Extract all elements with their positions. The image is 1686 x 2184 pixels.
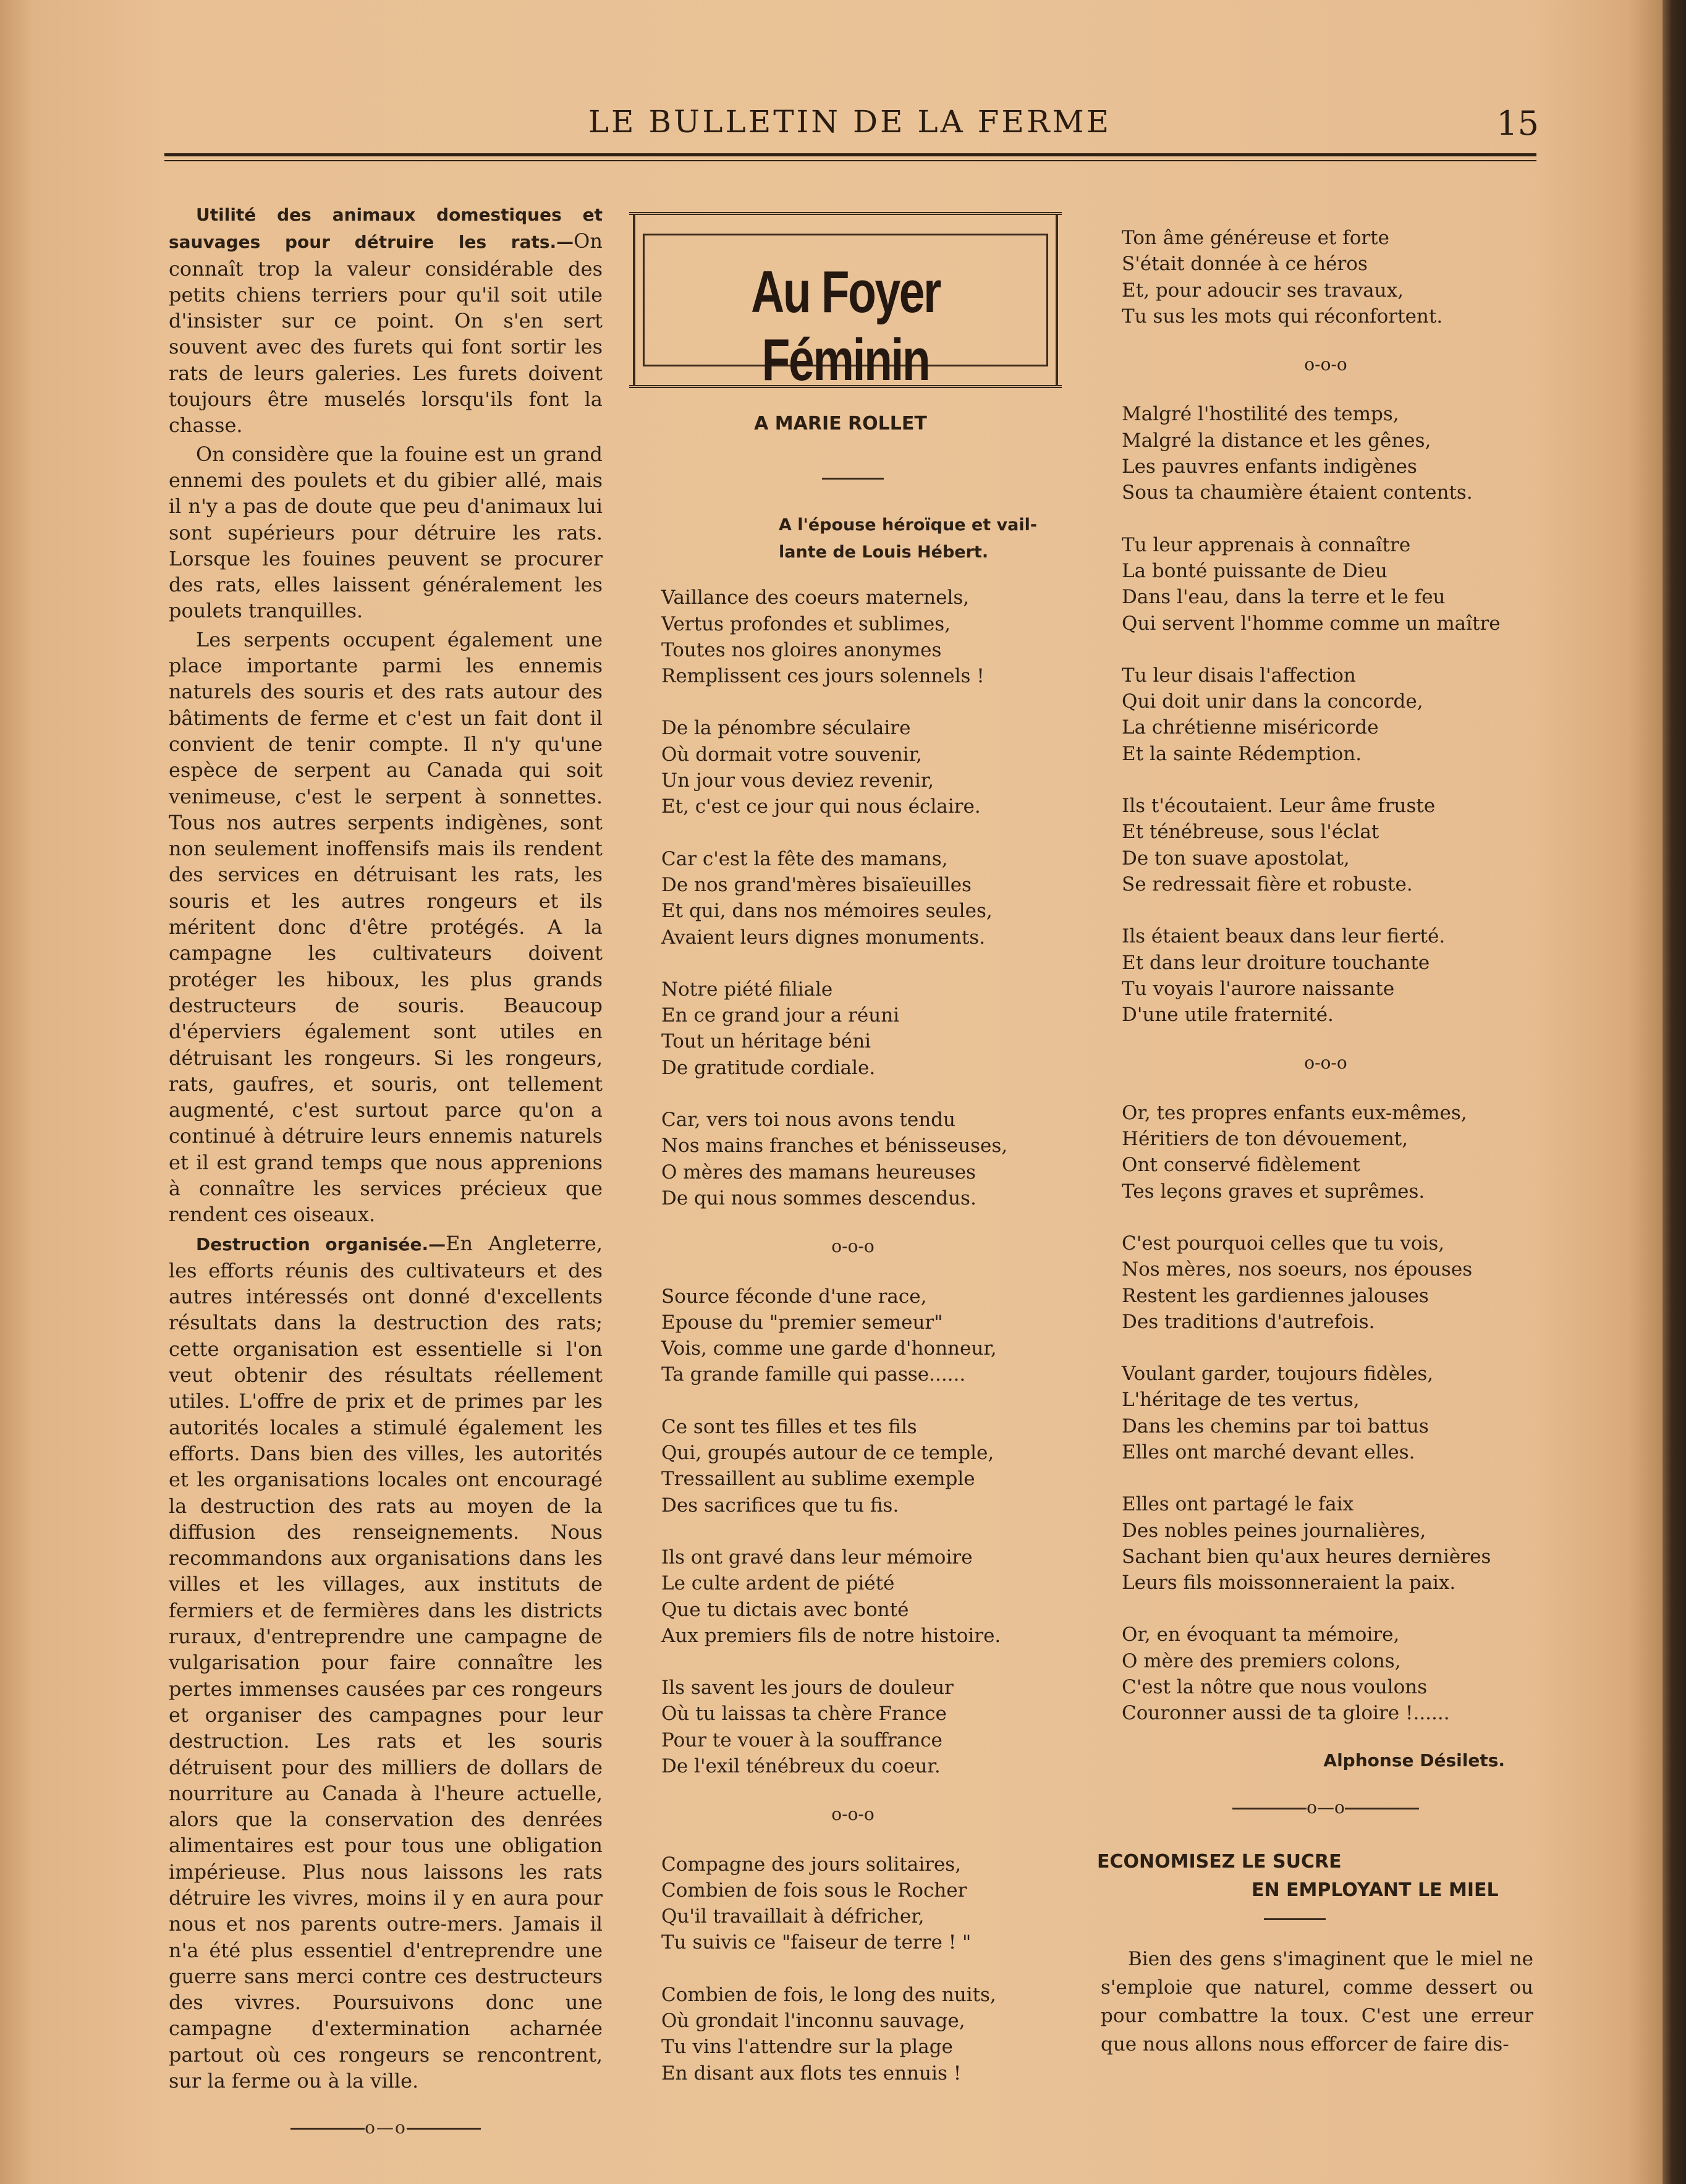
poem-line: Ils étaient beaux dans leur fierté.	[1122, 925, 1446, 948]
poem-line: En ce grand jour a réuni	[661, 1004, 900, 1027]
poem-line: Malgré la distance et les gênes,	[1122, 429, 1431, 452]
poem-line: Où dormait votre souvenir,	[661, 743, 922, 766]
poem-line: Elles ont partagé le faix	[1122, 1493, 1354, 1516]
poem-line: En disant aux flots tes ennuis !	[661, 2062, 962, 2085]
poem-line: Des sacrifices que tu fis.	[661, 1494, 899, 1517]
paragraph-text: En Angleterre, les efforts réunis des cultivateurs et des autres intéressés ont donné d'excellents résultats dans la destruction des rats; cette organisation est essentielle si l'on veut obtenir des résultats réellement utiles. L'offre de prix et de primes par les autorités locales a stimulé également les efforts. Dans bien des villes, les autorités et les organisations locales ont encouragé la destruction des rats au moyen de la diffusion des renseignements. Nous recommandons aux organisations dans les villes et les villages, aux instituts de fermiers et de fermières dans les districts ruraux, d'entreprendre une campagne de vulgarisation pour faire connaître les pertes immenses causées par ces rongeurs et organiser des campagnes pour leur destruction. Les rats et les souris détruisent pour des milliers de dollars de nourriture au Canada à l'heure actuelle, alors que la conservation des denrées alimentaires est pour tous une obligation impérieuse. Plus nous laissons les rats détruire les vivres, moins il y en aura pour nous et nos parents outre-mers. Jamais il n'a été plus essentiel d'entreprendre une guerre sans merci contre ces destructeurs des vivres. Poursuivons donc une campagne d'extermination acharnée partout où ces rongeurs se rencontrent, sur la ferme ou à la ville.	[169, 1231, 603, 2093]
poem-line: Malgré l'hostilité des temps,	[1122, 403, 1399, 426]
poem-stanza	[1122, 1361, 1530, 1465]
title-rule	[822, 478, 884, 480]
poem-stanza	[661, 1284, 1044, 1388]
poem-stanza	[661, 585, 1044, 689]
poem-line: De qui nous sommes descendus.	[661, 1187, 976, 1209]
section-banner	[629, 212, 1062, 393]
poem-line: Sachant bien qu'aux heures dernières	[1122, 1545, 1491, 1568]
poem-line: Dans l'eau, dans la terre et le feu	[1122, 586, 1446, 609]
poem-line: Et qui, dans nos mémoires seules,	[661, 900, 993, 923]
poem-line: Qu'il travaillait à défricher,	[661, 1905, 925, 1928]
poem-line: Et dans leur droiture touchante	[1122, 951, 1430, 974]
poem-stanza	[1122, 1622, 1530, 1726]
stanza-divider: o-o-o	[1304, 354, 1347, 375]
publication-title: LE BULLETIN DE LA FERME	[588, 104, 1112, 140]
poem-line: Que tu dictais avec bonté	[661, 1598, 909, 1621]
header-rule	[164, 153, 1536, 161]
poem-line: Ce sont tes filles et tes fils	[661, 1415, 917, 1438]
poem-stanza	[661, 976, 1044, 1081]
paragraph	[169, 441, 603, 624]
paragraph-text: Bien des gens s'imaginent que le miel ne s'emploie que naturel, comme dessert ou pour combattre la toux. C'est une erreur que nous allons nous efforcer de faire dis-	[1101, 1948, 1533, 2056]
paragraph-text: Les serpents occupent également une place importante parmi les ennemis naturels des souris et des rats autour des bâtiments de ferme et c'est un fait dont il convient de tenir compte. Il n'y qu'une espèce de serpent au Canada qui soit venimeuse, c'est le serpent à sonnettes. Tous nos autres serpents indigènes, sont non seulement inoffensifs mais ils rendent des services en détruisant les rats, les souris et les autres rongeurs et ils méritent donc d'être protégés. A la campagne les cultivateurs doivent protéger les hiboux, les plus grands destructeurs de souris. Beaucoup d'éperviers également sont utiles en détruisant les rongeurs. Si les rongeurs, rats, gaufres, et souris, ont tellement augmenté, c'est surtout parce qu'on a continué à détruire leurs ennemis naturels et il est grand temps que nous apprenions à connaître les services précieux que rendent ces oiseaux.	[169, 627, 603, 1227]
poem-line: Notre piété filiale	[661, 978, 833, 1001]
poem-line: Compagne des jours solitaires,	[661, 1853, 962, 1876]
poem-line: Epouse du "premier semeur"	[661, 1311, 943, 1334]
poem-line: Qui doit unir dans la concorde,	[1122, 690, 1423, 713]
poem-line: S'était donnée à ce héros	[1122, 253, 1368, 276]
paragraph-text: On considère que la fouine est un grand ennemi des poulets et du gibier allé, mais il n'y a pas de doute que peu d'animaux lui sont supérieurs pour détruire les rats. Lorsque les fouines peuvent se procurer des rats, elles laissent généralement les poulets tranquilles.	[169, 442, 603, 623]
poem-line: De l'exil ténébreux du coeur.	[661, 1754, 941, 1777]
paragraph-text: On connaît trop la valeur considérable des petits chiens terriers pour qu'il soit utile d'insister sur ce point. On s'en sert souvent avec des furets qui font sortir les rats de leurs galeries. Les furets doivent toujours être muselés lorsqu'ils font la chasse.	[169, 229, 603, 438]
poem-column	[661, 411, 1044, 2112]
poem-line: Toutes nos gloires anonymes	[661, 638, 942, 661]
poem-line: Se redressait fière et robuste.	[1122, 873, 1413, 895]
poem-line: Ont conservé fidèlement	[1122, 1154, 1360, 1177]
poem-stanzas-middle	[661, 585, 1044, 2086]
poem-line: Vaillance des coeurs maternels,	[661, 586, 970, 609]
poem-line: Ils ont gravé dans leur mémoire	[661, 1546, 973, 1568]
poem-stanza	[1122, 793, 1530, 897]
poem-line: Héritiers de ton dévouement,	[1122, 1128, 1409, 1151]
poem-line: Combien de fois sous le Rocher	[661, 1879, 967, 1902]
poem-line: Avaient leurs dignes monuments.	[661, 926, 986, 949]
poem-line: Qui, groupés autour de ce temple,	[661, 1442, 994, 1465]
poem-stanzas-right	[1122, 225, 1530, 1727]
poem-line: Les pauvres enfants indigènes	[1122, 455, 1417, 478]
poem-line: Des nobles peines journalières,	[1122, 1519, 1426, 1542]
poem-line: Dans les chemins par toi battus	[1122, 1415, 1429, 1437]
poem-line: Tout un héritage béni	[661, 1030, 871, 1053]
poem-line: Remplissent ces jours solennels !	[661, 665, 985, 688]
poem-line: Restent les gardiennes jalouses	[1122, 1284, 1429, 1307]
section-separator: o—o	[169, 2115, 603, 2141]
poem-line: Elles ont marché devant elles.	[1122, 1441, 1415, 1463]
poem-line: C'est la nôtre que nous voulons	[1122, 1676, 1428, 1699]
poem-stanza	[1122, 662, 1530, 767]
poem-line: Ils savent les jours de douleur	[661, 1677, 954, 1699]
poem-stanza	[661, 1852, 1044, 1956]
poem-line: De nos grand'mères bisaïeuilles	[661, 873, 972, 896]
poem-line: Des traditions d'autrefois.	[1122, 1310, 1375, 1333]
title-rule	[1264, 1918, 1326, 1920]
paragraph-lead: Utilité des animaux domestiques et sauvages pour détruire les rats.—	[169, 205, 603, 253]
poem-line: Où grondait l'inconnu sauvage,	[661, 2010, 965, 2033]
paragraph-lead: Destruction organisée.—	[196, 1234, 446, 1255]
poem-line: D'une utile fraternité.	[1122, 1004, 1334, 1026]
poem-line: Car c'est la fête des mamans,	[661, 847, 948, 870]
poem-stanza	[1122, 532, 1530, 637]
poem-line: Sous ta chaumière étaient contents.	[1122, 481, 1473, 504]
poem-line: Vertus profondes et sublimes,	[661, 612, 951, 635]
poem-line: Leurs fils moissonneraient la paix.	[1122, 1572, 1456, 1594]
poem-line: Vois, comme une garde d'honneur,	[661, 1337, 997, 1360]
left-column	[169, 201, 603, 2141]
poem-line: Tes leçons graves et suprêmes.	[1122, 1180, 1425, 1203]
poem-line: Tu voyais l'aurore naissante	[1122, 977, 1395, 1000]
poem-line: O mère des premiers colons,	[1122, 1649, 1401, 1672]
poem-line: Tu leur disais l'affection	[1122, 664, 1356, 687]
stanza-divider: o-o-o	[1304, 1052, 1347, 1073]
poem-stanza	[1122, 1100, 1530, 1204]
poem-line: Or, en évoquant ta mémoire,	[1122, 1623, 1400, 1646]
poem-line: De gratitude cordiale.	[661, 1056, 876, 1079]
poem-line: Où tu laissas ta chère France	[661, 1703, 947, 1725]
poem-line: Tu leur apprenais à connaître	[1122, 533, 1411, 556]
poem-line: Un jour vous deviez revenir,	[661, 769, 934, 792]
running-header	[161, 104, 1539, 147]
poem-stanza	[1122, 923, 1530, 1028]
poem-line: Tu suivis ce "faiseur de terre ! "	[661, 1931, 972, 1954]
poem-line: Tressaillent au sublime exemple	[661, 1468, 975, 1491]
poem-stanza	[661, 715, 1044, 819]
poem-line: Pour te vouer à la souffrance	[661, 1729, 943, 1751]
right-column	[1097, 225, 1533, 2059]
poem-line: La bonté puissante de Dieu	[1122, 559, 1387, 582]
poem-dedication: A l'épouse héroïque et vail- lante de Louis Hébert.	[779, 515, 1038, 562]
poem-line: Et ténébreuse, sous l'éclat	[1122, 821, 1379, 844]
stanza-divider: o-o-o	[831, 1804, 875, 1825]
poem-line: La chrétienne miséricorde	[1122, 716, 1379, 739]
poem-line: De ton suave apostolat,	[1122, 847, 1350, 870]
poem-line: Nos mains franches et bénisseuses,	[661, 1135, 1008, 1158]
poem-stanza	[1122, 1491, 1530, 1596]
poem-stanza	[1122, 1230, 1530, 1335]
poem-stanza	[1122, 225, 1530, 329]
paragraph	[169, 627, 603, 1228]
poem-line: Car, vers toi nous avons tendu	[661, 1109, 955, 1132]
poem-line: Combien de fois, le long des nuits,	[661, 1983, 996, 2006]
poem-line: Qui servent l'homme comme un maître	[1122, 612, 1501, 635]
poem-line: Nos mères, nos soeurs, nos épouses	[1122, 1258, 1473, 1281]
page-number: 15	[1496, 104, 1539, 143]
poem-line: Aux premiers fils de notre histoire.	[661, 1624, 1001, 1647]
poem-stanza	[661, 1982, 1044, 2086]
article-title: ECONOMISEZ LE SUCRE EN EMPLOYANT LE MIEL	[1097, 1851, 1499, 1902]
poem-line: Tu sus les mots qui réconfortent.	[1122, 305, 1443, 328]
article-body	[1101, 1945, 1533, 2059]
poem-line: Et, pour adoucir ses travaux,	[1122, 279, 1404, 302]
paragraph	[169, 201, 603, 439]
poem-line: De la pénombre séculaire	[661, 717, 911, 740]
poem-line: Voulant garder, toujours fidèles,	[1122, 1363, 1434, 1386]
poem-line: Ton âme généreuse et forte	[1122, 227, 1389, 249]
poem-line: C'est pourquoi celles que tu vois,	[1122, 1232, 1445, 1255]
poem-line: L'héritage de tes vertus,	[1122, 1389, 1360, 1412]
poem-line: Et, c'est ce jour qui nous éclaire.	[661, 795, 981, 818]
stanza-divider: o-o-o	[831, 1236, 875, 1257]
poem-line: Ils t'écoutaient. Leur âme fruste	[1122, 795, 1436, 818]
poem-stanza	[661, 1675, 1044, 1779]
poem-title: A MARIE ROLLET	[754, 413, 927, 434]
poem-stanza	[661, 846, 1044, 950]
poem-line: O mères des mamans heureuses	[661, 1161, 976, 1183]
poem-line: Source féconde d'une race,	[661, 1285, 927, 1308]
poem-stanza	[661, 1107, 1044, 1211]
banner-title: Au Foyer Féminin	[751, 259, 940, 393]
poem-line: Couronner aussi de ta gloire !......	[1122, 1702, 1450, 1725]
poem-stanza	[661, 1544, 1044, 1649]
poem-line: Le culte ardent de piété	[661, 1572, 895, 1595]
section-separator: o—o	[1122, 1795, 1530, 1821]
poem-line: Et la sainte Rédemption.	[1122, 742, 1362, 765]
binding-edge	[1663, 0, 1686, 2184]
paragraph	[169, 1230, 603, 2094]
poem-stanza	[661, 1414, 1044, 1518]
poem-line: Tu vins l'attendre sur la plage	[661, 2036, 953, 2059]
poem-stanza	[1122, 401, 1530, 506]
poem-line: Or, tes propres enfants eux-mêmes,	[1122, 1101, 1467, 1124]
poem-signature: Alphonse Désilets.	[1323, 1750, 1505, 1771]
poem-line: Ta grande famille qui passe......	[661, 1363, 966, 1386]
